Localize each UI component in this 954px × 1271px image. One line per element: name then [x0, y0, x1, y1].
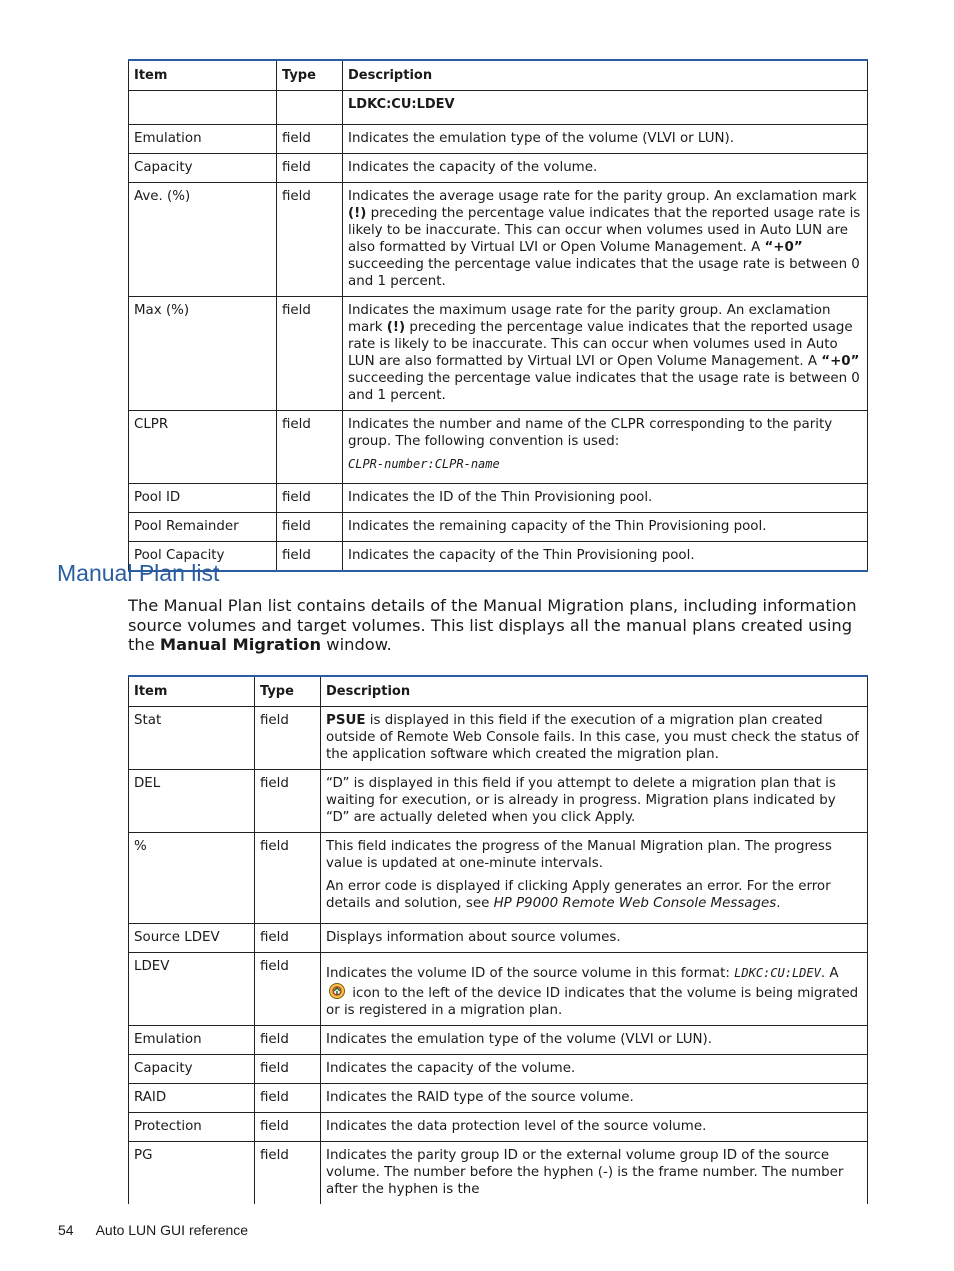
table-row: [129, 154, 868, 183]
table-row: [129, 1026, 868, 1055]
desc-text: succeeding the percentage value indicates that the usage rate is between 0 and 1 percent.: [348, 371, 860, 403]
description-cell: Indicates the parity group ID or the external volume group ID of the source volume. The number before the hyphen (-) is the frame number. The number after the hyphen is the: [321, 1142, 868, 1205]
item-cell: PG: [129, 1142, 255, 1205]
description-cell: Indicates the capacity of the volume.: [321, 1055, 868, 1084]
subheader-cell: LDKC:CU:LDEV: [343, 91, 868, 125]
page-footer: [58, 1222, 248, 1238]
type-cell: field: [255, 924, 321, 953]
type-cell: field: [255, 1142, 321, 1205]
desc-text: succeeding the percentage value indicates that the usage rate is between 0 and 1 percent.: [348, 257, 860, 289]
header-type: Type: [255, 676, 321, 707]
table-row: [129, 542, 868, 572]
item-cell: Source LDEV: [129, 924, 255, 953]
table-header-row: [129, 676, 868, 707]
header-description: Description: [343, 60, 868, 91]
table-row: [129, 833, 868, 924]
desc-text: .: [776, 896, 781, 911]
exclamation-mark: (!): [348, 206, 367, 221]
table-row: [129, 707, 868, 770]
type-cell: field: [255, 1026, 321, 1055]
item-cell: Pool Remainder: [129, 513, 277, 542]
item-cell: %: [129, 833, 255, 924]
item-cell: Protection: [129, 1113, 255, 1142]
desc-text: is displayed in this field if the execution of a migration plan created outside of Remote Web Console fails. In this case, you must check the status of the application software which created the migration plan.: [326, 713, 859, 762]
header-description: Description: [321, 676, 868, 707]
table-row: [129, 484, 868, 513]
table-row: [129, 183, 868, 297]
item-cell: Emulation: [129, 1026, 255, 1055]
header-item: Item: [129, 60, 277, 91]
desc-text: . A: [820, 966, 839, 981]
table-row: [129, 1055, 868, 1084]
description-cell: [343, 297, 868, 411]
description-cell: Indicates the capacity of the Thin Provisioning pool.: [343, 542, 868, 572]
footer-chapter-title: Auto LUN GUI reference: [95, 1222, 249, 1238]
desc-text: Indicates the number and name of the CLPR corresponding to the parity group. The following convention is used:: [348, 417, 833, 449]
description-cell: Indicates the emulation type of the volume (VLVI or LUN).: [321, 1026, 868, 1055]
manual-plan-table: [128, 675, 868, 1204]
type-cell: field: [277, 183, 343, 297]
type-cell: field: [277, 125, 343, 154]
item-cell: Emulation: [129, 125, 277, 154]
header-type: Type: [277, 60, 343, 91]
desc-text: [326, 878, 862, 912]
description-cell: Indicates the data protection level of the source volume.: [321, 1113, 868, 1142]
description-cell: “D” is displayed in this field if you attempt to delete a migration plan that is waiting for execution, or is already in progress. Migration plans indicated by “D” are actually deleted when you click Apply.: [321, 770, 868, 833]
table-header-row: [129, 60, 868, 91]
section-intro: [128, 596, 873, 655]
section-title: Manual Plan list: [57, 560, 220, 586]
item-cell: LDEV: [129, 953, 255, 1026]
table-row: [129, 1084, 868, 1113]
table-cell: [129, 91, 277, 125]
desc-text: Indicates the average usage rate for the parity group. An exclamation mark: [348, 189, 857, 204]
code-sample: LDKC:CU:LDEV: [734, 966, 821, 980]
item-cell: Stat: [129, 707, 255, 770]
desc-text: icon to the left of the device ID indicates that the volume is being migrated or is registered in a migration plan.: [326, 986, 859, 1018]
description-cell: Indicates the ID of the Thin Provisioning pool.: [343, 484, 868, 513]
description-cell: Indicates the capacity of the volume.: [343, 154, 868, 183]
desc-text: preceding the percentage value indicates that the reported usage rate is likely to be inaccurate. This can occur when volumes used in Auto LUN are also formatted by Virtual LVI or Open Volume Management. A: [348, 320, 853, 369]
plus-zero: “+0”: [764, 240, 803, 255]
item-cell: Max (%): [129, 297, 277, 411]
type-cell: field: [277, 297, 343, 411]
desc-text: An error code is displayed if clicking Apply generates an error. For the error details and solution, see: [326, 879, 831, 911]
description-cell: Indicates the RAID type of the source volume.: [321, 1084, 868, 1113]
table-row: [129, 125, 868, 154]
table-row: [129, 411, 868, 484]
description-cell: Displays information about source volumes.: [321, 924, 868, 953]
attribute-table-1: [128, 59, 868, 572]
type-cell: field: [277, 411, 343, 484]
intro-text: window.: [321, 635, 392, 654]
description-cell: Indicates the emulation type of the volume (VLVI or LUN).: [343, 125, 868, 154]
table-row: [129, 924, 868, 953]
table-row: [129, 91, 868, 125]
type-cell: field: [255, 953, 321, 1026]
description-cell: Indicates the remaining capacity of the Thin Provisioning pool.: [343, 513, 868, 542]
type-cell: field: [277, 542, 343, 572]
description-cell: [343, 183, 868, 297]
table-row: [129, 513, 868, 542]
description-cell: [321, 833, 868, 924]
desc-text: Indicates the volume ID of the source volume in this format:: [326, 966, 735, 981]
intro-text: The Manual Plan list contains details of the Manual Migration plans, including information source volumes and target volumes. This list displays all the manual plans created using the: [128, 596, 857, 654]
item-cell: CLPR: [129, 411, 277, 484]
desc-text: This field indicates the progress of the Manual Migration plan. The progress value is updated at one-minute intervals.: [326, 839, 832, 871]
table-cell: [277, 91, 343, 125]
item-cell: Pool Capacity: [129, 542, 277, 572]
header-item: Item: [129, 676, 255, 707]
type-cell: field: [255, 1084, 321, 1113]
table-row: [129, 770, 868, 833]
item-cell: DEL: [129, 770, 255, 833]
table-row: [129, 1113, 868, 1142]
status-code: PSUE: [326, 713, 366, 728]
exclamation-mark: (!): [386, 320, 406, 335]
migration-icon: [328, 982, 346, 1000]
item-cell: Capacity: [129, 154, 277, 183]
plus-zero: “+0”: [821, 354, 860, 369]
type-cell: field: [255, 1113, 321, 1142]
table-row: [129, 297, 868, 411]
item-cell: Capacity: [129, 1055, 255, 1084]
type-cell: field: [255, 1055, 321, 1084]
manual-reference: HP P9000 Remote Web Console Messages: [493, 896, 777, 911]
item-cell: Ave. (%): [129, 183, 277, 297]
type-cell: field: [277, 513, 343, 542]
type-cell: field: [277, 484, 343, 513]
intro-window-name: Manual Migration: [159, 635, 322, 654]
desc-text: preceding the percentage value indicates that the reported usage rate is likely to be inaccurate. This can occur when volumes used in Auto LUN are also formatted by Virtual LVI or Open Volume Management. A: [348, 206, 861, 255]
description-cell: [321, 953, 868, 1026]
type-cell: field: [255, 833, 321, 924]
item-cell: Pool ID: [129, 484, 277, 513]
item-cell: RAID: [129, 1084, 255, 1113]
desc-text: Indicates the maximum usage rate for the parity group. An exclamation mark: [348, 303, 831, 335]
description-cell: [343, 411, 868, 484]
page-number: 54: [58, 1222, 74, 1238]
description-cell: [321, 707, 868, 770]
type-cell: field: [255, 770, 321, 833]
type-cell: field: [277, 154, 343, 183]
table-row: [129, 953, 868, 1026]
type-cell: field: [255, 707, 321, 770]
code-sample: CLPR-number:CLPR-name: [348, 457, 500, 471]
table-row: [129, 1142, 868, 1205]
